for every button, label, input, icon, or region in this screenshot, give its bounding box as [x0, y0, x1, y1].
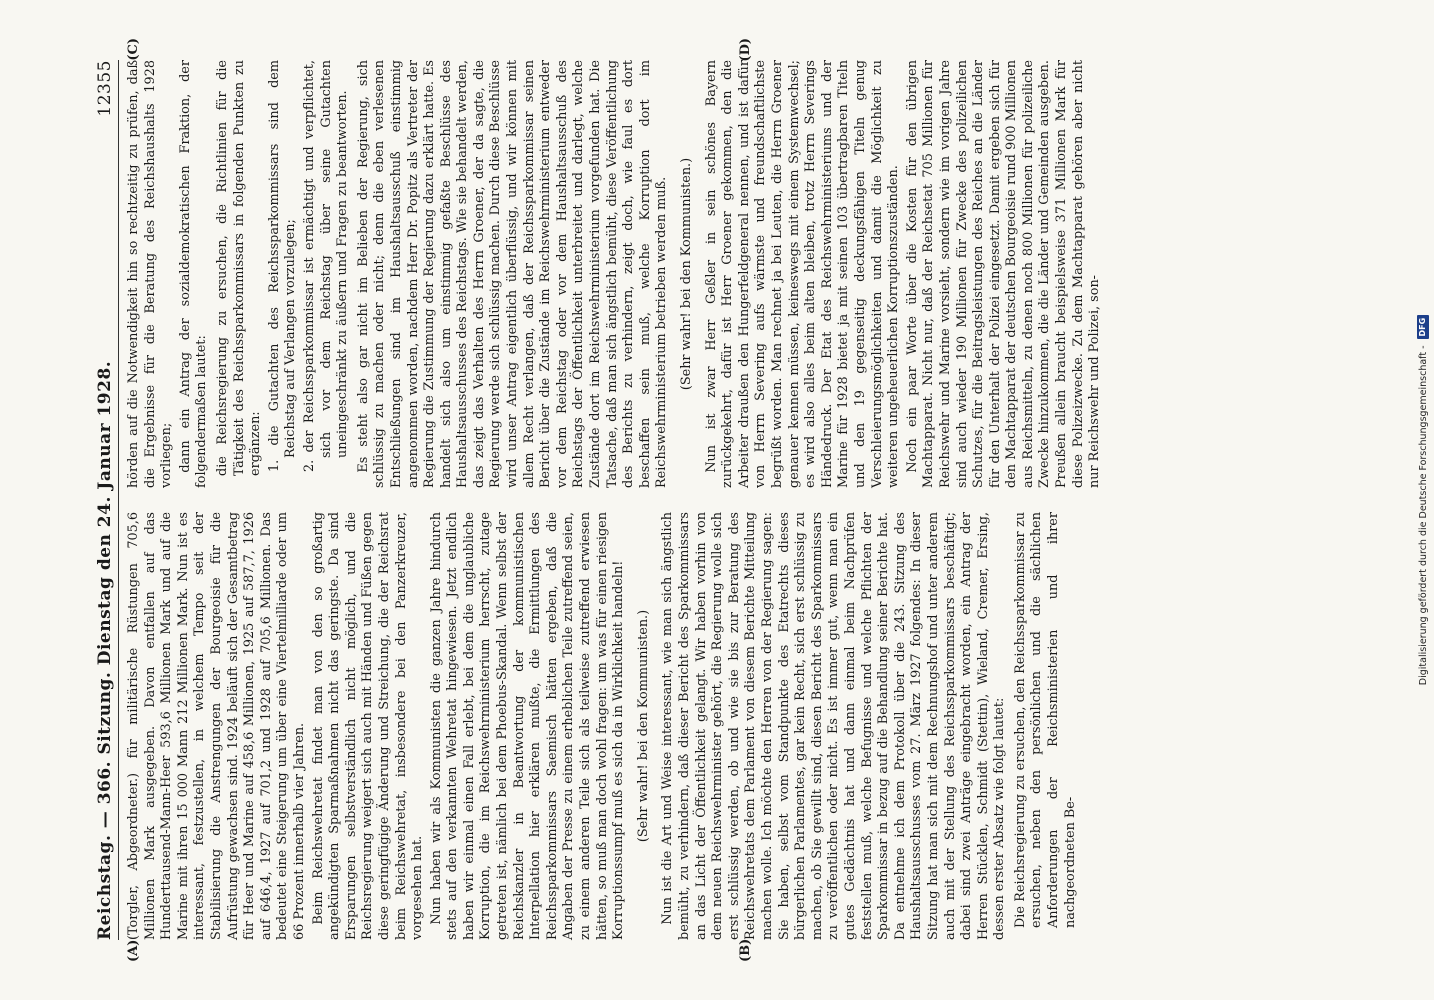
page-title: Reichstag. — 366. Sitzung. Dienstag den 24. Januar 1928. [95, 360, 115, 940]
block-quote [1013, 512, 1079, 928]
right-column [126, 38, 1334, 488]
text-columns [126, 38, 1334, 962]
list-item: 1. die Gutachten des Reichssparkommissars sind dem Reichstag auf Verlangen vorzulegen; [266, 60, 299, 472]
quote-text: Die Reichsregierung zu ersuchen, den Reichssparkommissar zu ersuchen, neben den persönlichen und die sächlichen Anforderungen der Reichsministerien und ihrer nachgeordneten Be- [1012, 512, 1078, 928]
footer-text: Digitalisierung gefördert durch die Deutsche Forschungsgemeinschaft - [1417, 345, 1429, 686]
paragraph: Nun haben wir als Kommunisten die ganzen Jahre hindurch stets auf den verkannten Wehretat hingewiesen. Jetzt endlich haben wir einmal einen Fall erlebt, bei dem die unglaubliche Korruption, die im Reichswehrministerium herrscht, zutage getreten ist, nämlich bei dem Phoebus-Skandal. Wenn selbst der Reichskanzler in Beantwortung der kommunistischen Interpellation hier erklären mußte, die Ermittlungen des Reichssparkommissars Saemisch hätten ergeben, daß die Angaben der Presse zu einem erheblichen Teile zutreffend seien, zu einem anderen Teile sich als teilweise zutreffend erwiesen hätten, so muß man doch wohl fragen: um was für einen riesigen Korruptionssumpf muß es sich da in Wirklichkeit handeln! [428, 512, 627, 940]
block-quote [215, 60, 352, 476]
interjection: (Sehr wahr! bei den Kommunisten.) [679, 157, 694, 391]
page-header [92, 60, 119, 940]
margin-marker-c: (C) [126, 38, 141, 61]
paragraph: Nun ist die Art und Weise interessant, wie man sich ängstlich bemüht, zu verhindern, daß dieser Bericht des Sparkommissars an das Licht der Öffentlichkeit gelangt. Wir haben vorhin von dem neuen Reichswehrminister gehört, die Regierung wolle sich erst schlüssig werden, ob und wie sie bis zur Beratung des Reichswehretats dem Parlament von diesem Berichte Mitteilung machen wolle. Ich möchte den Herren von der Regierung sagen: Sie haben, selbst vom Standpunkte des Etatrechts dieses bürgerlichen Parlamentes, gar kein Recht, sich erst schlüssig zu machen, ob Sie gewillt sind, diesen Bericht des Sparkommissars zu veröffentlichen oder nicht. Es ist immer gut, wenn man ein gutes Gedächtnis hat und dann einmal beim Nachprüfen feststellen muß, welche Befugnisse und welche Pflichten der Sparkommissar in bezug auf die Behandlung seiner Berichte hat. Da entnehme ich dem Protokoll über die 243. Sitzung des Haushaltsausschusses vom 27. März 1927 folgendes: In dieser Sitzung hat man sich mit dem Rechnungshof und unter anderem auch mit der Stellung des Reichssparkommissars beschäftigt; dabei sind zwei Anträge eingebracht worden, ein Antrag der Herren Stücklen, Schmidt (Stettin), Wieland, Cremer, Ersing, dessen erster Absatz wie folgt lautet: [660, 512, 1008, 940]
page-number: 12355 [95, 60, 115, 117]
paragraph: Noch ein paar Worte über die Kosten für den übrigen Machtapparat. Nicht nur, daß der Reichsetat 705 Millionen für Reichswehr und Marine vorsieht, sondern wie im vorigen Jahre sind auch wieder 190 Millionen für Zwecke des polizeilichen Schutzes, für die Beitragsleistungen des Reiches an die Länder für den Unterhalt der Polizei eingesetzt. Damit ergeben sich für den Machtapparat der deutschen Bourgeoisie rund 900 Millionen aus Reichsmitteln, zu denen noch 800 Millionen für polizeiliche Zwecke hinzukommen, die die Länder und Gemeinden ausgeben. Preußen allein braucht beispielsweise 371 Millionen Mark für diese Polizeizwecke. Zu dem Machtapparat gehören aber nicht nur Reichswehr und Polizei, son- [904, 60, 1103, 488]
dfg-logo: DFG [1417, 315, 1429, 340]
quote-text: die Reichsregierung zu ersuchen, die Richtlinien für die Tätigkeit des Reichssparkommissars in folgenden Punkten zu ergänzen: [214, 60, 264, 476]
paragraph: hörden auf die Notwendigkeit hin so rechtzeitig zu prüfen, daß die Ergebnisse für die Beratung des Reichshaushalts 1928 vorliegen; [126, 60, 175, 488]
paragraph: (Torgler, Abgeordneter.) für militärische Rüstungen 705,6 Millionen Mark ausgegeben. Davon entfallen auf das Hunderttausend-Mann-Heer 593,6 Millionen Mark und auf die Marine mit ihren 15 000 Mann 212 Millionen Mark. Nun ist es interessant, festzustellen, in welchem Tempo seit der Stabilisierung die Anstrengungen der Bourgeoisie für die Aufrüstung gewachsen sind. 1924 beläuft sich der Gesamtbetrag für Heer und Marine auf 458,6 Millionen, 1925 auf 587,7, 1926 auf 646,4, 1927 auf 701,2 und 1928 auf 705,6 Millionen. Das bedeutet eine Steigerung um über eine Viertelmilliarde oder um 66 Prozent innerhalb vier Jahren. [126, 512, 307, 940]
interjection: (Sehr wahr! bei den Kommunisten.) [635, 609, 651, 843]
left-column [126, 512, 1334, 962]
margin-marker-d: (D) [738, 38, 753, 62]
margin-marker-a: (A) [126, 939, 141, 962]
paragraph: Nun ist zwar Herr Geßler in sein schönes Bayern zurückgekehrt, dafür ist Herr Groener gekommen, den die Arbeiter draußen den Hungerfeldgeneral nennen, und ist dafür von Herrn Severing aufs wärmste und freundschaftlichste begrüßt worden. Man rechnet ja bei Leuten, die Herrn Groener genauer kennen müssen, keineswegs mit einem Systemwechsel; es wird also alles beim alten bleiben, trotz Herrn Severings Händedruck. Der Etat des Reichswehrministeriums und der Marine für 1928 bietet ja mit seinen 103 übertragbaren Titeln und den 19 gegenseitig deckungsfähigen Titeln genug Verschleierungsmöglichkeiten und damit die Möglichkeit zu weiteren ungeheuerlichen Korruptionszuständen. [703, 60, 902, 488]
margin-marker-b: (B) [738, 938, 753, 962]
paragraph: Es steht also gar nicht im Belieben der Regierung, sich schlüssig zu machen oder nicht; denn die eben verlesenen Entschließungen sind im Haushaltsausschuß einstimmig angenommen worden, nachdem Herr Dr. Popitz als Vertreter der Regierung die Zustimmung der Regierung dazu erklärt hatte. Es handelt sich also um einstimmig gefaßte Beschlüsse des Haushaltsausschusses des Reichstags. Wie sie behandelt werden, das zeigt das Verhalten des Herrn Groener, der da sagte, die Regierung werde sich schlüssig machen. Durch diese Beschlüsse wird unser Antrag eigentlich überflüssig, und wir können mit allem Recht verlangen, daß der Reichssparkommissar seinen Bericht über die Zustände im Reichswehrministerium entweder vor dem Reichstag oder vor dem Haushaltsausschuß des Reichstags der Öffentlichkeit unterbreitet und darlegt, welche Zustände dort im Reichswehrministerium vorgefunden hat. Die Tatsache, daß man sich ängstlich bemüht, diese Veröffentlichung des Berichts zu verhindern, zeigt doch, wie faul es dort beschaffen sein muß, welche Korruption dort im Reichswehrministerium betrieben werden muß. [355, 60, 670, 488]
list-item: 2. der Reichssparkommissar ist ermächtigt und verpflichtet, sich vor dem Reichstag über seine Gutachten uneingeschränkt zu äußern und Fragen zu beantworten. [301, 60, 351, 472]
paragraph: Beim Reichswehretat findet man von den so großartig angekündigten Sparmaßnahmen nicht das geringste. Da sind Ersparungen selbstverständlich nicht möglich, und die Reichsregierung weigert sich auch mit Händen und Füßen gegen diese geringfügige Änderung und Streichung, die der Reichsrat beim Reichswehretat, insbesondere bei den Panzerkreuzer, vorgesehen hat. [310, 512, 426, 940]
paragraph: dann ein Antrag der sozialdemokratischen Fraktion, der folgendermaßen lautet: [177, 60, 210, 488]
digitization-footer [1416, 0, 1430, 1000]
numbered-list [266, 60, 352, 472]
